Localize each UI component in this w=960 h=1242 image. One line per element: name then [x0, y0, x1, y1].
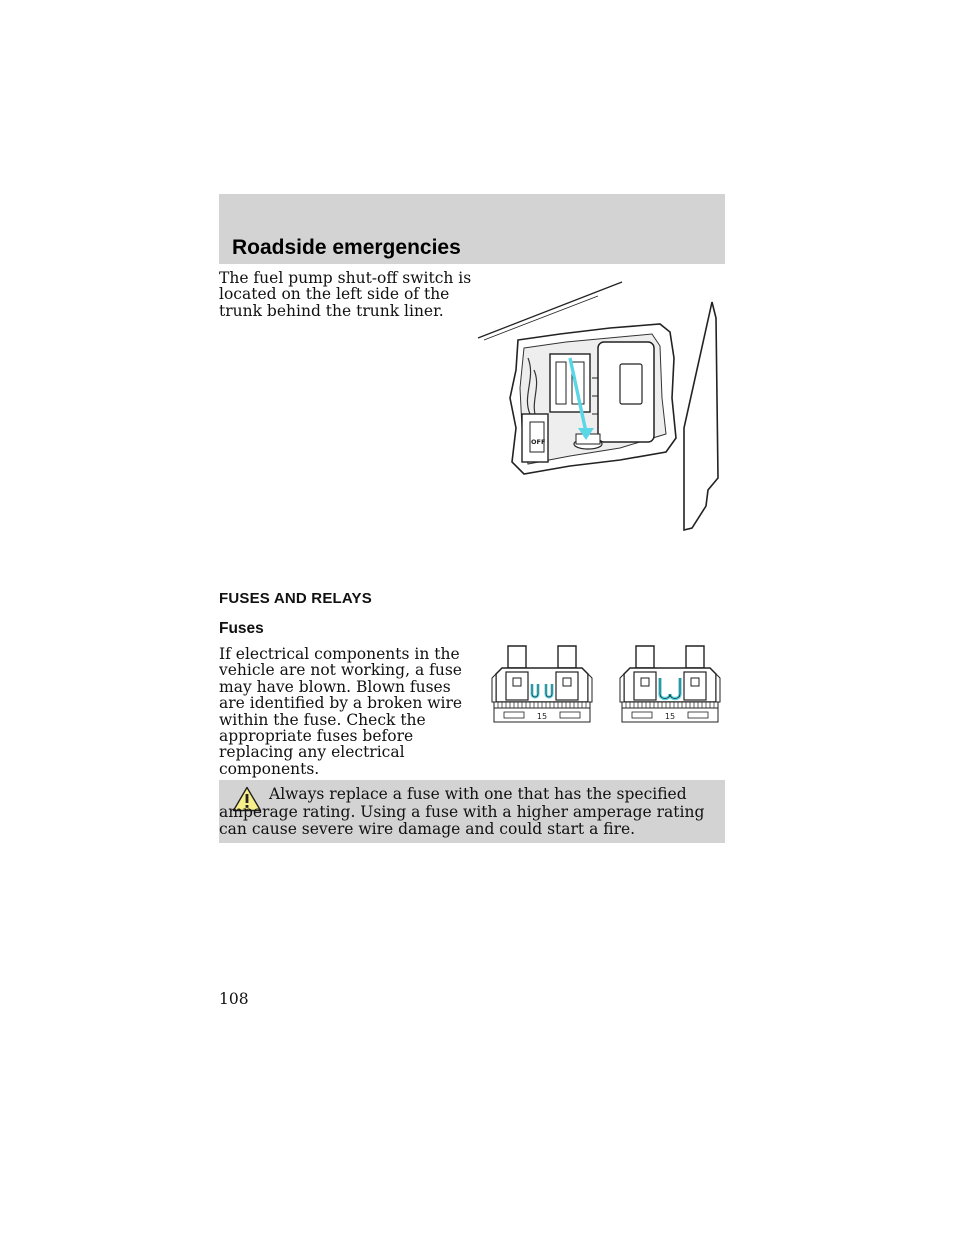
- page-number: 108: [219, 990, 249, 1008]
- warning-text: Always replace a fuse with one that has the specified amperage rating. Using a fuse with a higher amperage rating can cause severe wire damage and could start a fire.: [219, 785, 705, 838]
- fuse-rating-label: 15: [664, 712, 676, 721]
- section-heading: FUSES AND RELAYS: [219, 590, 372, 607]
- intro-paragraph: The fuel pump shut-off switch is located on the left side of the trunk behind the trunk liner.: [219, 269, 472, 320]
- fuse-blown-illustration: [618, 644, 722, 724]
- off-switch-label: OFF: [531, 438, 546, 446]
- fuses-subheading: Fuses: [219, 620, 264, 637]
- page-title: Roadside emergencies: [232, 236, 461, 259]
- fuse-rating-label: 15: [536, 712, 548, 721]
- fuse-intact-illustration: [490, 644, 594, 724]
- fuses-paragraph: If electrical components in the vehicle are not working, a fuse may have blown. Blown fuses are identified by a broken wire within the fuse. Check the appropriate fuses before replacing any electrical components.: [219, 645, 463, 778]
- fuel-pump-switch-illustration: [470, 278, 730, 534]
